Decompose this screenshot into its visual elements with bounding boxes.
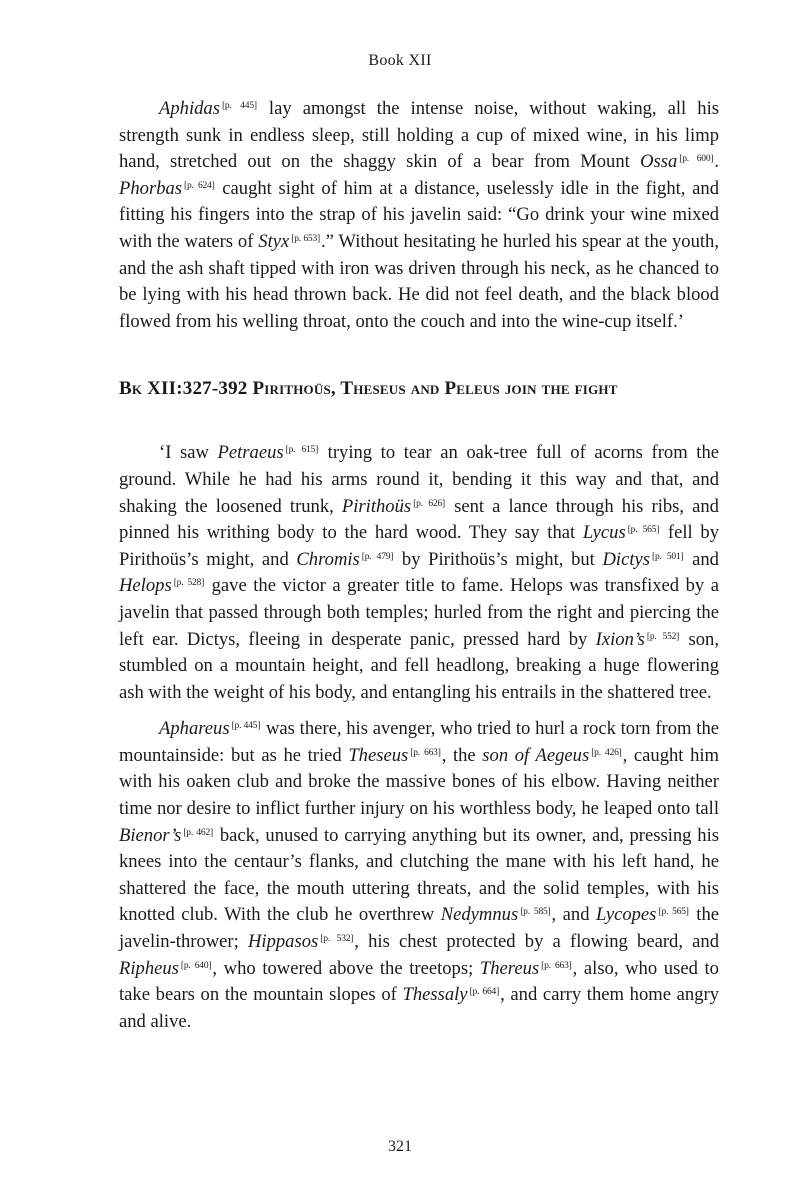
text-run: trying to tear an oak-tree full of acorns from the ground. While he had his arms round it, bending it this way and that, and shaking the loosened trunk, [119,442,719,517]
page-reference: [p. 552] [646,631,680,642]
page-reference: [p. 663] [541,960,572,971]
page-reference: [p. 445] [231,721,261,732]
name-italic: Hippasos [247,931,319,953]
text-run: by Pirithoüs’s might, but [394,548,603,570]
name-italic: Thessaly [402,984,468,1006]
paragraph [119,96,719,335]
name-italic: Chromis [296,548,360,570]
page-reference: [p. 640] [180,960,212,971]
text-run: back, unused to carrying anything but its owner, and, pressing his knees into the centaur’s flanks, and clutching the mane with his left hand, he shattered the face, the mouth uttering threats, and the solid temples, with his knotted club. With the club he overthrew [119,824,719,926]
page-reference: [p. 600] [679,154,714,165]
name-italic: Ixion’s [595,628,645,650]
text-run: . [714,151,719,173]
page-reference: [p. 664] [469,987,500,998]
text-run: gave the victor a greater title to fame. Helops was transfixed by a javelin that passed through both temples; hurled from the right and piercing the left ear. Dictys, fleeing in desperate panic, pressed hard by [119,575,720,650]
page-reference: [p. 585] [520,907,551,918]
text-run: sent a lance through his ribs, and pinned his writhing body to the hard wood. They say that [119,495,719,544]
section-heading: Bk XII:327-392 Pirithoüs, Theseus and Peleus join the fight [119,378,618,400]
name-italic: Styx [258,230,290,252]
text-run: son, stumbled on a mountain height, and fell headlong, breaking a huge flowering ash with the weight of his body, and entangling his entrails in the shattered tree. [119,628,719,703]
text-run: ‘I saw [159,442,218,464]
name-italic: son of Aegeus [482,744,590,766]
page-reference: [p. 615] [285,445,319,456]
text-run: the javelin-thrower; [119,904,720,953]
text-run: , also, who used to take bears on the mountain slopes of [119,957,719,1006]
name-italic: Lycopes [596,904,657,926]
paragraph [119,716,719,1035]
name-italic: Nedymnus [440,904,519,926]
page-reference: [p. 653] [291,233,320,244]
page-body [119,96,719,1035]
page-reference: [p. 565] [658,907,689,918]
text-run: lay amongst the intense noise, without waking, all his strength sunk in endless sleep, still holding a cup of mixed wine, in his limp hand, stretched out on the shaggy skin of a bear from Mount [119,98,719,173]
name-italic: Aphidas [159,98,220,119]
name-italic: Pirithoüs [341,495,412,517]
paragraph [119,440,719,706]
text-run: and [684,548,719,570]
text-run: , and [551,904,597,926]
name-italic: Bienor’s [119,824,182,846]
text-run: fell by Pirithoüs’s might, and [119,522,719,570]
page-reference: [p. 565] [627,525,660,536]
page-reference: [p. 624] [184,180,215,191]
name-italic: Lycus [582,522,626,544]
name-italic: Theseus [348,744,409,766]
text-run: .” Without hesitating he hurled his spear at the youth, and the ash shaft tipped with iron was driven through his neck, as he chanced to be lying with his head thrown back. He did not feel death, and the black blood flowed from his welling throat, onto the couch and into the wine-cup itself.’ [119,230,719,332]
page-reference: [p. 528] [173,578,205,589]
name-italic: Dictys [602,548,650,570]
name-italic: Thereus [479,957,540,979]
name-italic: Phorbas [119,177,183,199]
text-run: , caught him with his oaken club and broke the massive bones of his elbow. Having neither time nor desire to inflict further injury on his worthless body, he leaped onto tall [119,744,720,820]
page-reference: [p. 532] [320,934,354,945]
page-reference: [p. 501] [652,551,684,562]
page-reference: [p. 626] [413,498,446,509]
name-italic: Ripheus [119,957,179,979]
text-run: , who towered above the treetops; [212,957,480,979]
page-reference: [p. 479] [361,551,394,562]
name-italic: Aphareus [159,718,230,740]
page-reference: [p. 663] [410,747,441,758]
name-italic: Ossa [640,151,678,173]
page-number: 321 [388,1138,412,1155]
text-run: , his chest protected by a flowing beard, and [354,931,720,953]
name-italic: Helops [119,575,172,597]
page-reference: [p. 426] [591,747,622,758]
page-reference: [p. 445] [221,101,257,111]
text-run: caught sight of him at a distance, uselessly idle in the fight, and fitting his fingers into the strap of his javelin said: “Go drink your wine mixed with the waters of [119,177,719,252]
text-run: , and carry them home angry and alive. [119,984,719,1032]
text-run: was there, his avenger, who tried to hurl a rock torn from the mountainside: but as he tried [119,718,719,766]
name-italic: Petraeus [217,442,284,464]
page-header: Book XII [368,52,432,69]
page-reference: [p. 462] [183,827,213,838]
text-run: , the [441,744,483,766]
